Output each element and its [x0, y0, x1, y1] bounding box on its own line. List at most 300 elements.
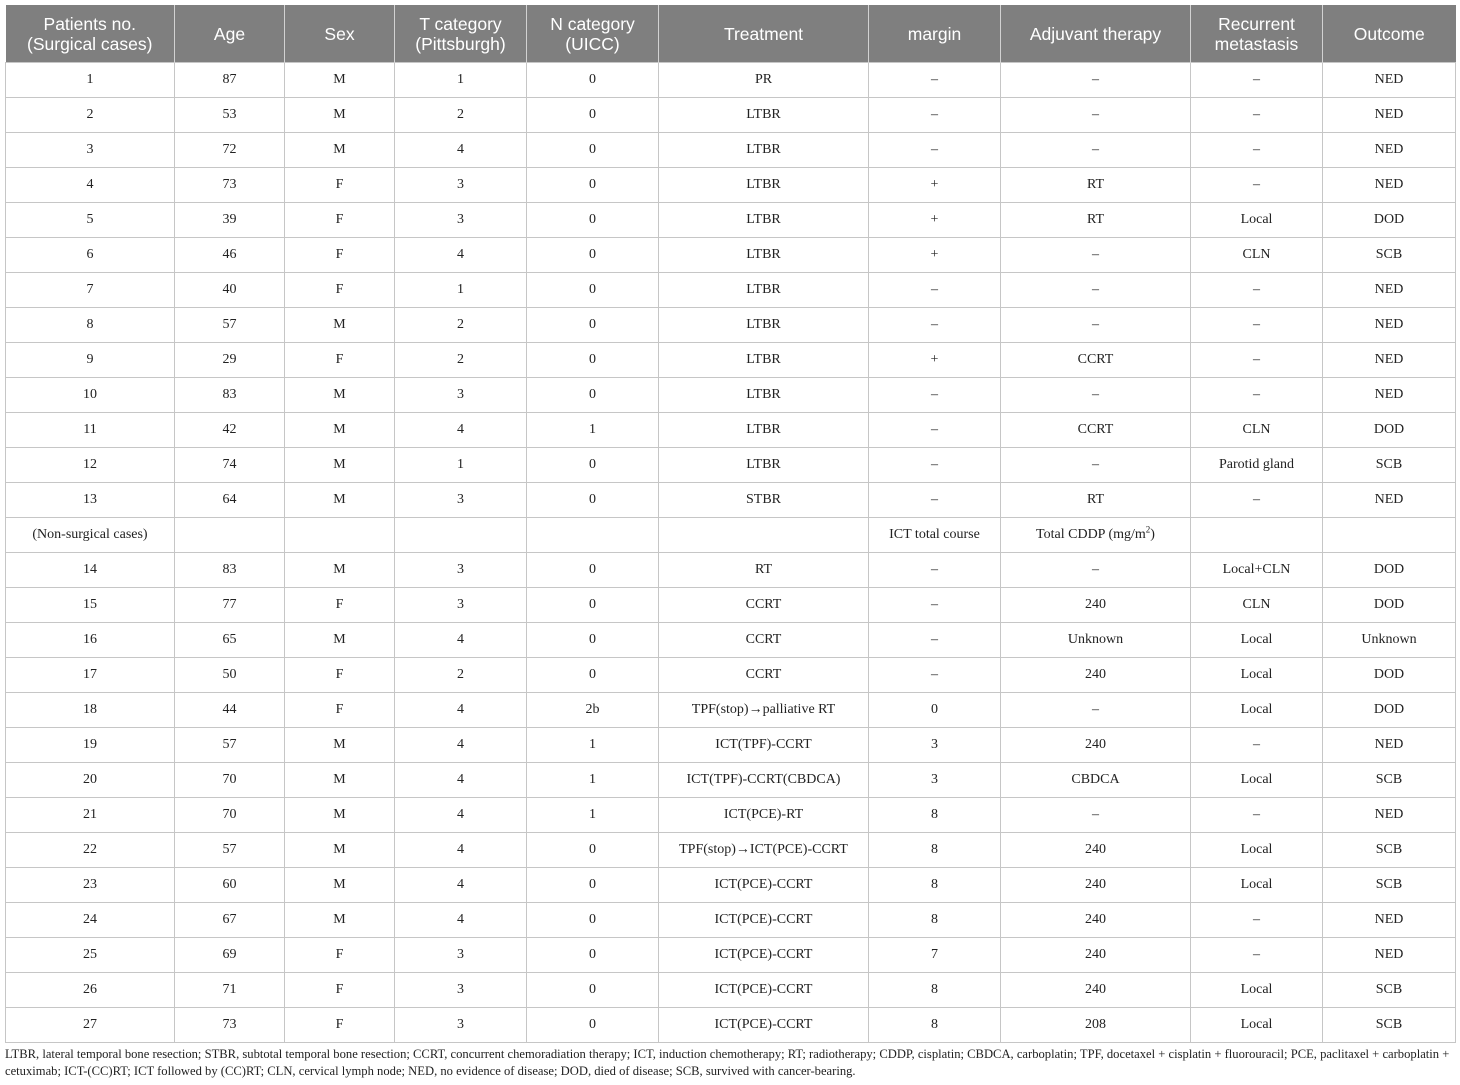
table-cell: –: [1191, 308, 1323, 343]
table-cell: 240: [1001, 833, 1191, 868]
table-cell: 240: [1001, 728, 1191, 763]
total-cddp-label: [1001, 518, 1191, 553]
nonsurgical-label: (Non-surgical cases): [6, 518, 175, 553]
table-cell: M: [285, 553, 395, 588]
nonsurgical-subheader-row: [6, 518, 1456, 553]
table-cell: 42: [175, 413, 285, 448]
column-header-line: Treatment: [723, 23, 804, 44]
table-cell: 0: [527, 308, 659, 343]
table-cell: LTBR: [659, 343, 869, 378]
table-cell: PR: [659, 63, 869, 98]
table-cell: 1: [395, 448, 527, 483]
table-cell: 1: [395, 63, 527, 98]
table-cell: LTBR: [659, 308, 869, 343]
table-cell: 0: [527, 658, 659, 693]
table-cell: M: [285, 728, 395, 763]
table-cell: CBDCA: [1001, 763, 1191, 798]
table-cell: SCB: [1323, 973, 1456, 1008]
table-cell: 0: [869, 693, 1001, 728]
table-cell: Local: [1191, 763, 1323, 798]
table-cell: F: [285, 203, 395, 238]
table-cell: –: [1001, 238, 1191, 273]
table-cell: CCRT: [659, 658, 869, 693]
table-body: [6, 63, 1456, 1043]
table-cell: 0: [527, 973, 659, 1008]
table-cell: Local: [1191, 833, 1323, 868]
table-row: [6, 658, 1456, 693]
table-cell: NED: [1323, 63, 1456, 98]
table-cell: DOD: [1323, 413, 1456, 448]
table-cell: –: [1001, 308, 1191, 343]
table-cell: 22: [6, 833, 175, 868]
table-cell: F: [285, 973, 395, 1008]
table-cell: 10: [6, 378, 175, 413]
table-cell: LTBR: [659, 168, 869, 203]
empty-cell: [659, 518, 869, 553]
table-cell: –: [1191, 63, 1323, 98]
table-cell: DOD: [1323, 553, 1456, 588]
table-cell: 19: [6, 728, 175, 763]
table-cell: Local: [1191, 973, 1323, 1008]
table-cell: 3: [395, 973, 527, 1008]
empty-cell: [395, 518, 527, 553]
table-cell: 16: [6, 623, 175, 658]
table-cell: 18: [6, 693, 175, 728]
total-cddp-close: ): [1150, 527, 1155, 542]
table-cell: 8: [869, 798, 1001, 833]
table-cell: LTBR: [659, 133, 869, 168]
column-header: [659, 5, 869, 63]
table-cell: 0: [527, 588, 659, 623]
table-cell: F: [285, 658, 395, 693]
table-cell: RT: [1001, 168, 1191, 203]
column-header-line: Outcome: [1353, 23, 1425, 44]
table-cell: 8: [6, 308, 175, 343]
empty-cell: [1191, 518, 1323, 553]
table-cell: NED: [1323, 98, 1456, 133]
table-row: [6, 133, 1456, 168]
table-cell: 4: [395, 798, 527, 833]
table-cell: M: [285, 623, 395, 658]
table-cell: 74: [175, 448, 285, 483]
table-cell: 208: [1001, 1008, 1191, 1043]
table-cell: 0: [527, 868, 659, 903]
table-cell: 3: [395, 1008, 527, 1043]
table-row: [6, 973, 1456, 1008]
table-cell: LTBR: [659, 413, 869, 448]
table-cell: M: [285, 133, 395, 168]
table-cell: 20: [6, 763, 175, 798]
table-cell: 3: [395, 203, 527, 238]
table-cell: –: [1001, 448, 1191, 483]
table-cell: 17: [6, 658, 175, 693]
table-cell: ICT(PCE)-CCRT: [659, 1008, 869, 1043]
table-cell: 4: [395, 763, 527, 798]
table-cell: 0: [527, 98, 659, 133]
table-cell: –: [869, 273, 1001, 308]
column-header: [527, 5, 659, 63]
table-cell: 240: [1001, 868, 1191, 903]
table-cell: 24: [6, 903, 175, 938]
table-cell: F: [285, 168, 395, 203]
table-cell: M: [285, 413, 395, 448]
table-row: [6, 448, 1456, 483]
table-cell: 3: [869, 763, 1001, 798]
table-cell: 2: [395, 658, 527, 693]
table-cell: 69: [175, 938, 285, 973]
table-cell: –: [869, 378, 1001, 413]
table-cell: 0: [527, 378, 659, 413]
table-cell: 0: [527, 63, 659, 98]
table-cell: F: [285, 693, 395, 728]
table-cell: +: [869, 203, 1001, 238]
table-cell: 2: [395, 343, 527, 378]
table-cell: 8: [869, 903, 1001, 938]
table-cell: –: [1191, 938, 1323, 973]
column-header-line: metastasis: [1214, 33, 1299, 54]
table-cell: 1: [527, 728, 659, 763]
table-cell: 14: [6, 553, 175, 588]
table-cell: 77: [175, 588, 285, 623]
table-cell: NED: [1323, 168, 1456, 203]
table-row: [6, 623, 1456, 658]
table-cell: 7: [6, 273, 175, 308]
table-cell: –: [869, 308, 1001, 343]
table-cell: 25: [6, 938, 175, 973]
table-cell: 57: [175, 728, 285, 763]
column-header: [285, 5, 395, 63]
table-cell: LTBR: [659, 448, 869, 483]
table-cell: Local: [1191, 658, 1323, 693]
table-cell: RT: [1001, 483, 1191, 518]
column-header-line: Sex: [324, 23, 355, 44]
table-cell: 57: [175, 308, 285, 343]
table-cell: DOD: [1323, 203, 1456, 238]
table-cell: 65: [175, 623, 285, 658]
table-cell: 3: [395, 168, 527, 203]
table-cell: –: [869, 133, 1001, 168]
table-row: [6, 798, 1456, 833]
table-row: [6, 763, 1456, 798]
table-cell: LTBR: [659, 203, 869, 238]
column-header-line: Patients no.: [43, 13, 136, 34]
table-cell: CCRT: [659, 623, 869, 658]
table-cell: 4: [395, 623, 527, 658]
table-row: [6, 588, 1456, 623]
table-cell: –: [1001, 133, 1191, 168]
table-cell: 0: [527, 448, 659, 483]
header-row: [6, 5, 1456, 63]
table-cell: 4: [395, 903, 527, 938]
table-cell: 0: [527, 903, 659, 938]
empty-cell: [175, 518, 285, 553]
table-cell: NED: [1323, 938, 1456, 973]
empty-cell: [285, 518, 395, 553]
table-cell: 240: [1001, 903, 1191, 938]
table-row: [6, 868, 1456, 903]
table-cell: Local+CLN: [1191, 553, 1323, 588]
table-header: [6, 5, 1456, 63]
table-cell: 8: [869, 868, 1001, 903]
table-cell: 72: [175, 133, 285, 168]
table-cell: NED: [1323, 903, 1456, 938]
table-cell: 1: [527, 413, 659, 448]
table-cell: ICT(PCE)-CCRT: [659, 868, 869, 903]
table-cell: Unknown: [1323, 623, 1456, 658]
table-cell: 0: [527, 343, 659, 378]
table-cell: 4: [6, 168, 175, 203]
empty-cell: [1323, 518, 1456, 553]
total-cddp-superscript: 2: [1145, 524, 1151, 535]
table-cell: SCB: [1323, 448, 1456, 483]
column-header-line: (UICC): [565, 33, 620, 54]
table-cell: 64: [175, 483, 285, 518]
table-row: [6, 343, 1456, 378]
table-cell: 0: [527, 273, 659, 308]
table-cell: –: [869, 448, 1001, 483]
column-header: [1323, 5, 1456, 63]
table-cell: 12: [6, 448, 175, 483]
table-cell: M: [285, 63, 395, 98]
column-header: [1191, 5, 1323, 63]
table-cell: +: [869, 343, 1001, 378]
table-cell: 0: [527, 483, 659, 518]
table-cell: 0: [527, 623, 659, 658]
column-header-line: (Surgical cases): [27, 33, 153, 54]
table-cell: 8: [869, 973, 1001, 1008]
table-cell: 3: [6, 133, 175, 168]
table-cell: 0: [527, 833, 659, 868]
table-cell: 0: [527, 203, 659, 238]
table-cell: 39: [175, 203, 285, 238]
table-cell: 83: [175, 553, 285, 588]
table-cell: NED: [1323, 273, 1456, 308]
column-header: [175, 5, 285, 63]
table-cell: 240: [1001, 658, 1191, 693]
table-row: [6, 308, 1456, 343]
table-cell: 4: [395, 868, 527, 903]
table-row: [6, 833, 1456, 868]
table-cell: –: [1191, 98, 1323, 133]
table-cell: –: [1191, 133, 1323, 168]
table-cell: 0: [527, 1008, 659, 1043]
table-cell: –: [1191, 343, 1323, 378]
table-cell: –: [869, 483, 1001, 518]
table-cell: 3: [395, 553, 527, 588]
column-header: [869, 5, 1001, 63]
table-row: [6, 728, 1456, 763]
table-cell: 53: [175, 98, 285, 133]
table-cell: LTBR: [659, 378, 869, 413]
table-cell: –: [1001, 63, 1191, 98]
table-cell: M: [285, 868, 395, 903]
table-cell: 3: [395, 938, 527, 973]
table-cell: 8: [869, 1008, 1001, 1043]
table-cell: DOD: [1323, 693, 1456, 728]
table-cell: 2: [395, 308, 527, 343]
column-header-line: N category: [550, 13, 635, 34]
table-cell: NED: [1323, 308, 1456, 343]
table-cell: CCRT: [659, 588, 869, 623]
table-cell: 0: [527, 168, 659, 203]
table-cell: 70: [175, 763, 285, 798]
table-cell: 46: [175, 238, 285, 273]
table-cell: 60: [175, 868, 285, 903]
table-cell: LTBR: [659, 273, 869, 308]
table-cell: RT: [1001, 203, 1191, 238]
table-row: [6, 63, 1456, 98]
table-cell: 4: [395, 413, 527, 448]
table-cell: –: [1191, 168, 1323, 203]
table-cell: ICT(PCE)-RT: [659, 798, 869, 833]
table-cell: +: [869, 168, 1001, 203]
table-cell: DOD: [1323, 588, 1456, 623]
table-row: [6, 903, 1456, 938]
table-row: [6, 483, 1456, 518]
table-cell: ICT(TPF)-CCRT(CBDCA): [659, 763, 869, 798]
table-cell: 0: [527, 133, 659, 168]
table-cell: 27: [6, 1008, 175, 1043]
table-cell: M: [285, 833, 395, 868]
table-cell: M: [285, 763, 395, 798]
table-cell: F: [285, 1008, 395, 1043]
table-cell: 0: [527, 238, 659, 273]
table-cell: SCB: [1323, 833, 1456, 868]
table-row: [6, 168, 1456, 203]
column-header: [6, 5, 175, 63]
table-cell: 2: [395, 98, 527, 133]
table-cell: Local: [1191, 868, 1323, 903]
table-cell: M: [285, 448, 395, 483]
table-cell: 240: [1001, 588, 1191, 623]
table-cell: 4: [395, 833, 527, 868]
column-header-line: Adjuvant therapy: [1029, 23, 1162, 44]
table-cell: SCB: [1323, 763, 1456, 798]
table-cell: M: [285, 98, 395, 133]
table-cell: CCRT: [1001, 343, 1191, 378]
table-cell: 83: [175, 378, 285, 413]
table-cell: 6: [6, 238, 175, 273]
column-header-line: T category: [419, 13, 502, 34]
table-cell: SCB: [1323, 1008, 1456, 1043]
table-cell: 7: [869, 938, 1001, 973]
table-cell: ICT(PCE)-CCRT: [659, 938, 869, 973]
empty-cell: [527, 518, 659, 553]
table-cell: 9: [6, 343, 175, 378]
table-cell: 44: [175, 693, 285, 728]
table-cell: 71: [175, 973, 285, 1008]
table-row: [6, 1008, 1456, 1043]
column-header: [1001, 5, 1191, 63]
table-cell: 29: [175, 343, 285, 378]
table-cell: DOD: [1323, 658, 1456, 693]
table-cell: SCB: [1323, 868, 1456, 903]
table-cell: 1: [395, 273, 527, 308]
table-cell: M: [285, 378, 395, 413]
table-cell: M: [285, 903, 395, 938]
table-cell: NED: [1323, 798, 1456, 833]
table-cell: 0: [527, 553, 659, 588]
table-cell: ICT(TPF)-CCRT: [659, 728, 869, 763]
table-cell: –: [869, 658, 1001, 693]
table-row: [6, 553, 1456, 588]
table-cell: –: [869, 588, 1001, 623]
table-cell: –: [1001, 273, 1191, 308]
table-cell: ICT(PCE)-CCRT: [659, 973, 869, 1008]
table-cell: –: [1191, 728, 1323, 763]
table-cell: 4: [395, 133, 527, 168]
table-cell: Parotid gland: [1191, 448, 1323, 483]
table-cell: 15: [6, 588, 175, 623]
table-row: [6, 693, 1456, 728]
table-cell: Local: [1191, 623, 1323, 658]
table-cell: 4: [395, 728, 527, 763]
table-cell: 11: [6, 413, 175, 448]
table-cell: –: [1191, 903, 1323, 938]
table-cell: 240: [1001, 973, 1191, 1008]
table-cell: 70: [175, 798, 285, 833]
table-cell: –: [1191, 378, 1323, 413]
table-cell: 5: [6, 203, 175, 238]
table-cell: SCB: [1323, 238, 1456, 273]
table-cell: –: [869, 413, 1001, 448]
table-cell: NED: [1323, 343, 1456, 378]
table-cell: –: [869, 623, 1001, 658]
table-cell: RT: [659, 553, 869, 588]
table-row: [6, 238, 1456, 273]
table-cell: 4: [395, 238, 527, 273]
table-cell: M: [285, 308, 395, 343]
table-cell: –: [1001, 553, 1191, 588]
table-cell: Local: [1191, 693, 1323, 728]
column-header-line: (Pittsburgh): [415, 33, 506, 54]
patients-table-container: [5, 5, 1455, 1043]
table-cell: 50: [175, 658, 285, 693]
table-cell: CLN: [1191, 413, 1323, 448]
table-cell: –: [1001, 98, 1191, 133]
table-cell: 13: [6, 483, 175, 518]
total-cddp-text: Total CDDP (mg/m: [1036, 527, 1146, 542]
table-cell: 3: [395, 588, 527, 623]
table-cell: –: [869, 98, 1001, 133]
table-cell: 240: [1001, 938, 1191, 973]
patients-table: [5, 5, 1456, 1043]
table-cell: NED: [1323, 728, 1456, 763]
table-cell: 73: [175, 1008, 285, 1043]
table-cell: 0: [527, 938, 659, 973]
table-cell: F: [285, 238, 395, 273]
table-cell: LTBR: [659, 238, 869, 273]
table-cell: 3: [395, 378, 527, 413]
table-cell: +: [869, 238, 1001, 273]
table-cell: F: [285, 273, 395, 308]
table-cell: 57: [175, 833, 285, 868]
column-header-line: Recurrent: [1218, 13, 1295, 34]
table-cell: 2: [6, 98, 175, 133]
table-cell: 73: [175, 168, 285, 203]
table-cell: –: [1001, 798, 1191, 833]
table-row: [6, 378, 1456, 413]
table-row: [6, 273, 1456, 308]
table-cell: –: [1191, 798, 1323, 833]
table-row: [6, 413, 1456, 448]
table-cell: 40: [175, 273, 285, 308]
table-cell: 1: [527, 763, 659, 798]
table-row: [6, 203, 1456, 238]
table-cell: 67: [175, 903, 285, 938]
table-cell: NED: [1323, 378, 1456, 413]
table-cell: CLN: [1191, 588, 1323, 623]
